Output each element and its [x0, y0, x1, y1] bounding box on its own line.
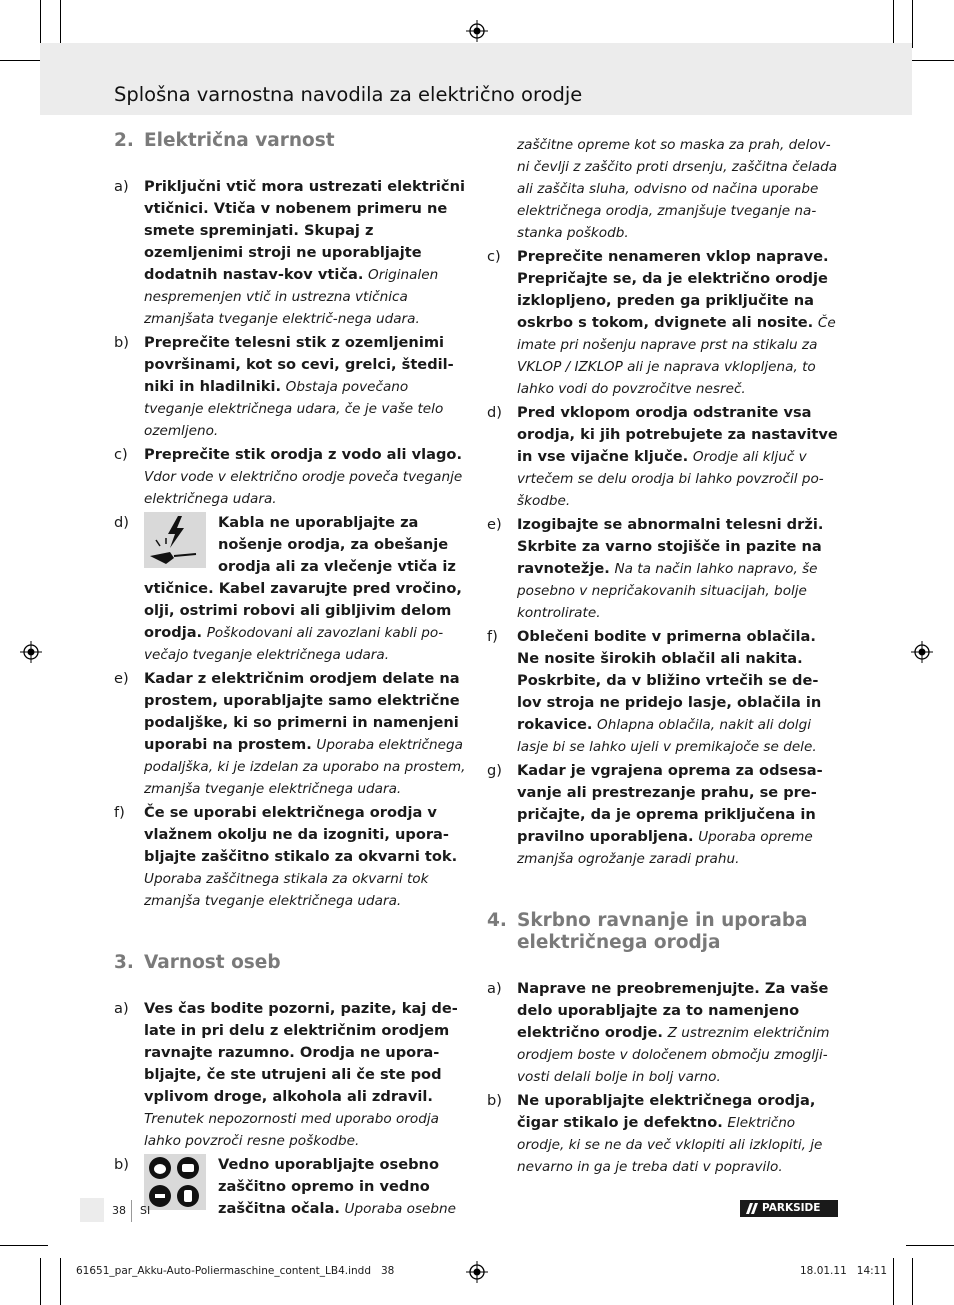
list-item: d) Pred vklopom orodja odstranite vsa orodja, ki jih potrebujete za nastavitve in vse vijačne ključe. Orodje ali ključ v vrtečem se delu orodja bi lahko povzročil po-škodbe. [487, 404, 838, 509]
registration-mark-icon [466, 20, 488, 42]
list-item: a) Ves čas bodite pozorni, pazite, kaj de-late in pri delu z električnim orodjem ravnajte razumno. Orodja ne upora-bljajte, če ste utrujeni ali če ste pod vplivom droge, alkohola ali zdravil. Trenutek nepozornosti med uporabo orodja lahko povzroči resne poškodbe. [114, 1000, 458, 1149]
language-code: SI [140, 1204, 151, 1217]
section-heading: 3. Varnost oseb [114, 952, 281, 973]
crop-mark [0, 1245, 48, 1246]
registration-mark-icon [911, 641, 933, 663]
page-header [40, 43, 912, 115]
list-item: a) Naprave ne preobremenjujte. Za vaše delo uporabljajte za to namenjeno električno orodje. Z ustreznim električnim orodjem boste v določenem območju zmoglji-vosti delali bolje in bolj varno. [487, 980, 830, 1085]
registration-mark-icon [466, 1261, 488, 1283]
page-number: 38 [112, 1204, 126, 1217]
list-item: e) Izogibajte se abnormalni telesni drži. Skrbite za varno stojišče in pazite na ravnotežje. Na ta način lahko napravo, še posebno v nepričakovanih situacijah, bolje kontrolirate. [487, 516, 824, 621]
list-item: b) Preprečite telesni stik z ozemljenimi površinami, kot so cevi, grelci, štedil-niki in hladilniki. Obstaja povečano tveganje električnega udara, če je vaše telo ozemljeno. [114, 334, 454, 439]
section-heading: 2. Električna varnost [114, 130, 335, 151]
crop-mark [40, 0, 41, 48]
footer-divider [131, 1200, 132, 1222]
protective-equipment-icon [144, 1154, 206, 1210]
list-item: d) Kabla ne uporabljajte za nošenje orodja, za obešanje orodja ali za vlečenje vtiča iz vtičnice. Kabel zavarujte pred vročino, olji, ostrimi robovi ali gibljivim delom orodja. Poškodovani ali zavozlani kabli po-večajo tveganje električnega udara. [114, 514, 462, 663]
left-column [114, 130, 466, 1220]
crop-mark [906, 60, 954, 61]
page-title: Splošna varnostna navodila za električno orodje [114, 83, 583, 106]
list-item: b) Vedno uporabljajte osebno zaščitno opremo in vedno zaščitna očala. Uporaba osebne [114, 1156, 457, 1217]
brand-logo: PARKSIDE [740, 1200, 838, 1217]
section-heading: 4. Skrbno ravnanje in uporaba električnega orodja [487, 910, 808, 953]
list-item: e) Kadar z električnim orodjem delate na prostem, uporabljajte samo električne podaljške, ki so primerni in namenjeni uporabi na prostem. Uporaba električnega podaljška, ki je izdelan za uporabo na prostem, zmanjša tveganje električnega udara. [114, 670, 466, 797]
crop-mark [912, 1258, 913, 1305]
list-item: c) Preprečite stik orodja z vodo ali vlago. Vdor vode v električno orodje poveča tveganje električnega udara. [114, 446, 463, 507]
list-item: b) Ne uporabljajte električnega orodja, čigar stikalo je defektno. Električno orodje, ki se ne da več vklopiti ali izklopiti, je nevarno in ga je treba dati v popravilo. [487, 1092, 823, 1175]
right-column [487, 134, 839, 1178]
crop-mark [60, 1258, 61, 1305]
continued-text: zaščitne opreme kot so maska za prah, delov-ni čevlji z zaščito proti drsenju, zaščitna čelada ali zaščita sluha, odvisno od načina uporabe električnega orodja, zmanjšuje tveganje na-stanka poškodb. [517, 137, 838, 241]
page-number-box [80, 1198, 104, 1222]
crop-mark [912, 0, 913, 48]
date-slug: 18.01.11 14:11 [800, 1265, 888, 1277]
logo-stripes-icon [744, 1200, 760, 1217]
list-item: a) Priključni vtič mora ustrezati električni vtičnici. Vtiča v nobenem primeru ne smete spreminjati. Skupaj z ozemljenimi stroji ne uporabljajte dodatnih nastav-kov vtiča. Originalen nespremenjen vtič in ustrezna vtičnica zmanjšata tveganje električ-nega udara. [114, 178, 465, 327]
crop-mark [40, 1258, 41, 1305]
file-slug: 61651_par_Akku-Auto-Poliermaschine_content_LB4.indd 38 [76, 1265, 395, 1277]
crop-mark [893, 1258, 894, 1305]
registration-mark-icon [20, 641, 42, 663]
list-item: c) Preprečite nenameren vklop naprave. Prepričajte se, da je električno orodje izklopljeno, preden ga priključite na oskrbo s tokom, dvignete ali nosite. Če imate pri nošenju naprave prst na stikalu za VKLOP / IZKLOP ali je naprava vklopljena, to lahko vodi do povzročitve nesreč. [487, 248, 836, 397]
crop-mark [906, 1245, 954, 1246]
list-item: g) Kadar je vgrajena oprema za odsesa-vanje ali prestrezanje prahu, se pre-pričajte, da je oprema priključena in pravilno uporabljena. Uporaba opreme zmanjša ogrožanje zaradi prahu. [487, 762, 823, 867]
list-item: f) Oblečeni bodite v primerna oblačila. Ne nosite širokih oblačil ali nakita. Poskrbite, da v bližino vrtečih se de-lov stroja ne pridejo lasje, oblačila in rokavice. Ohlapna oblačila, nakit ali dolgi lasje bi se lahko ujeli v premikajoče se dele. [487, 628, 822, 755]
list-item: f) Če se uporabi električnega orodja v vlažnem okolju ne da izogniti, upora-bljajte zaščitno stikalo za okvarni tok. Uporaba zaščitnega stikala za okvarni tok zmanjša tveganje električnega udara. [114, 804, 458, 909]
electric-cable-warning-icon [144, 512, 206, 568]
crop-mark [60, 0, 61, 48]
crop-mark [893, 0, 894, 48]
